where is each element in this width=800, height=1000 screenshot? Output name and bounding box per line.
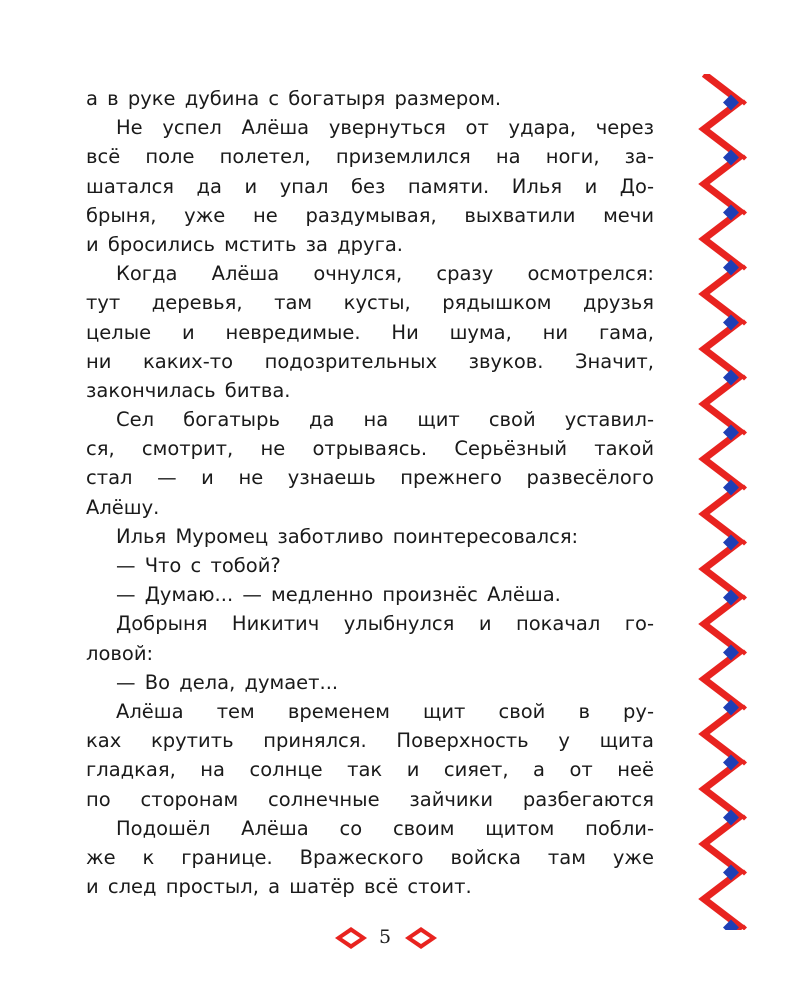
text-line: закончилась битва.: [86, 378, 291, 402]
text-line: ся, смотрит, не отрываясь. Серьёзный такой: [86, 437, 654, 461]
text-line: брыня, уже не раздумывая, выхватили мечи: [86, 203, 654, 227]
text-line: и бросились мстить за друга.: [86, 232, 403, 256]
page-number: 5: [378, 926, 392, 948]
text-line: и след простыл, а шатёр всё стоит.: [86, 875, 472, 899]
diamond-ornament-left-icon: [334, 926, 368, 950]
text-line: Алёша тем временем щит свой в ру-: [116, 699, 654, 723]
text-line: ловой:: [86, 641, 154, 665]
text-line: — Во дела, думает...: [116, 670, 339, 694]
text-line: Алёшу.: [86, 495, 160, 519]
text-line: же к границе. Вражеского войска там уже: [86, 845, 654, 869]
diamond-ornament-right-icon: [404, 926, 438, 950]
text-line: Подошёл Алёша со своим щитом побли-: [116, 816, 654, 840]
text-line: Когда Алёша очнулся, сразу осмотрелся:: [116, 262, 654, 286]
text-line: — Думаю... — медленно произнёс Алёша.: [116, 583, 561, 607]
text-line: Не успел Алёша увернуться от удара, через: [116, 116, 654, 140]
text-line: Илья Муромец заботливо поинтересовался:: [116, 524, 579, 548]
text-line: Сел богатырь да на щит свой уставил-: [116, 408, 654, 432]
text-line: шатался да и упал без памяти. Илья и До-: [86, 174, 654, 198]
text-line: по сторонам солнечные зайчики разбегаются: [86, 787, 654, 811]
text-line: Добрыня Никитич улыбнулся и покачал го-: [116, 612, 654, 636]
zigzag-stripe: [704, 74, 740, 930]
page-footer: [0, 918, 800, 958]
text-line: а в руке дубина с богатыря размером.: [86, 87, 502, 110]
ornament-border: [698, 74, 748, 930]
text-line: всё поле полетел, приземлился на ноги, за-: [86, 145, 654, 169]
text-line: тут деревья, там кусты, рядышком друзья: [86, 291, 654, 315]
text-line: ни каких-то подозрительных звуков. Значит,: [86, 349, 654, 373]
text-line: стал — и не узнаешь прежнего развесёлого: [86, 466, 654, 490]
text-line: — Что с тобой?: [116, 554, 281, 577]
text-line: гладкая, на солнце так и сияет, а от неё: [86, 758, 654, 782]
text-line: целые и невредимые. Ни шума, ни гама,: [86, 320, 654, 344]
body-text: [86, 84, 654, 901]
text-line: ках крутить принялся. Поверхность у щита: [86, 729, 654, 753]
